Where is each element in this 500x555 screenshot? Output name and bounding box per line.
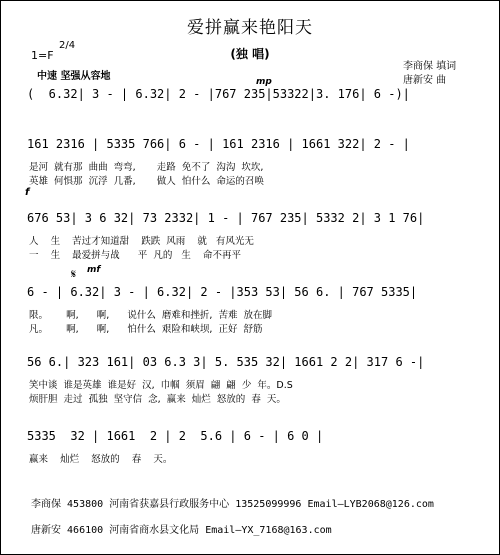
lyrics-3-verse-2: 一 生 最爱拼与战 平 凡的 生 命不再平 xyxy=(29,250,241,261)
contact-1-phone: 13525099996 xyxy=(235,499,302,510)
contact-2-email: Email—YX_7168@163.com xyxy=(205,525,332,536)
contact-2-zip: 466100 xyxy=(67,525,104,536)
lyrics-2-verse-2: 英雄 何惧那 沉浮 几番, 做人 怕什么 命运的召唤 xyxy=(29,176,264,187)
footer-contact-2 xyxy=(31,521,332,536)
contact-1-zip: 453800 xyxy=(67,499,104,510)
performance-type: (独 唱) xyxy=(230,47,270,61)
lyricist-credit: 李商保 填词 xyxy=(403,61,457,72)
segno-sign: 𝄋 xyxy=(71,267,77,281)
contact-1-name: 李商保 xyxy=(31,499,61,510)
dynamic-mf: mf xyxy=(87,265,101,275)
notes-line-6: 5335 32 | 1661 2 | 2 5.6 | 6 - | 6 0 | xyxy=(27,429,324,443)
notes-line-3: 676 53| 3 6 32| 73 2332| 1 - | 767 235| 5332 2| 3 1 76| xyxy=(27,211,425,225)
lyrics-2-verse-1: 是河 就有那 曲曲 弯弯, 走路 免不了 沟沟 坎坎, xyxy=(29,162,264,173)
notes-line-5: 56 6.| 323 161| 03 6.3 3| 5. 535 32| 1661 2 2| 317 6 -| xyxy=(27,355,425,369)
notes-line-2: 161 2316 | 5335 766| 6 - | 161 2316 | 1661 322| 2 - | xyxy=(27,137,410,151)
dynamic-mp: mp xyxy=(256,77,272,87)
contact-2-name: 唐新安 xyxy=(31,525,61,536)
contact-1-address: 河南省获嘉县行政服务中心 xyxy=(109,499,230,510)
footer-contact-1 xyxy=(31,495,434,510)
lyrics-6-verse-1: 赢来 灿烂 怒放的 春 天。 xyxy=(29,454,173,465)
lyrics-4-verse-1: 限。 啊, 啊, 说什么 磨难和挫折, 苦难 放在脚 xyxy=(29,310,273,321)
notes-line-4: 6 - | 6.32| 3 - | 6.32| 2 - |353 53| 56 6. | 767 5335| xyxy=(27,285,418,299)
notes-line-1: ( 6.32| 3 - | 6.32| 2 - |767 235|53322|3. 176| 6 -)| xyxy=(27,87,410,101)
tempo-marking: 中速 坚强从容地 xyxy=(37,71,111,82)
contact-2-address: 河南省商水县文化局 xyxy=(109,525,200,536)
lyrics-5-verse-2: 烦肝胆 走过 孤独 坚守信 念, 赢来 灿烂 怒放的 春 天。 xyxy=(29,394,286,405)
key-signature: 1=F xyxy=(31,49,54,62)
time-signature-value: 2/4 xyxy=(59,40,76,51)
song-title: 爱拼赢来艳阳天 xyxy=(187,18,313,38)
time-signature xyxy=(59,41,75,51)
composer-credit: 唐新安 曲 xyxy=(403,75,447,86)
contact-1-email: Email—LYB2068@126.com xyxy=(307,499,434,510)
lyrics-5-verse-1: 笑中谈 谁是英雄 谁是好 汉, 巾帼 须眉 翩 翩 少 年。D.S xyxy=(29,380,293,391)
lyrics-4-verse-2: 凡。 啊, 啊, 怕什么 艰险和峡坝, 正好 舒筋 xyxy=(29,324,263,335)
lyrics-3-verse-1: 人 生 苦过才知道甜 跌跌 风雨 就 有风光无 xyxy=(29,236,254,247)
dynamic-f: f xyxy=(25,187,30,198)
